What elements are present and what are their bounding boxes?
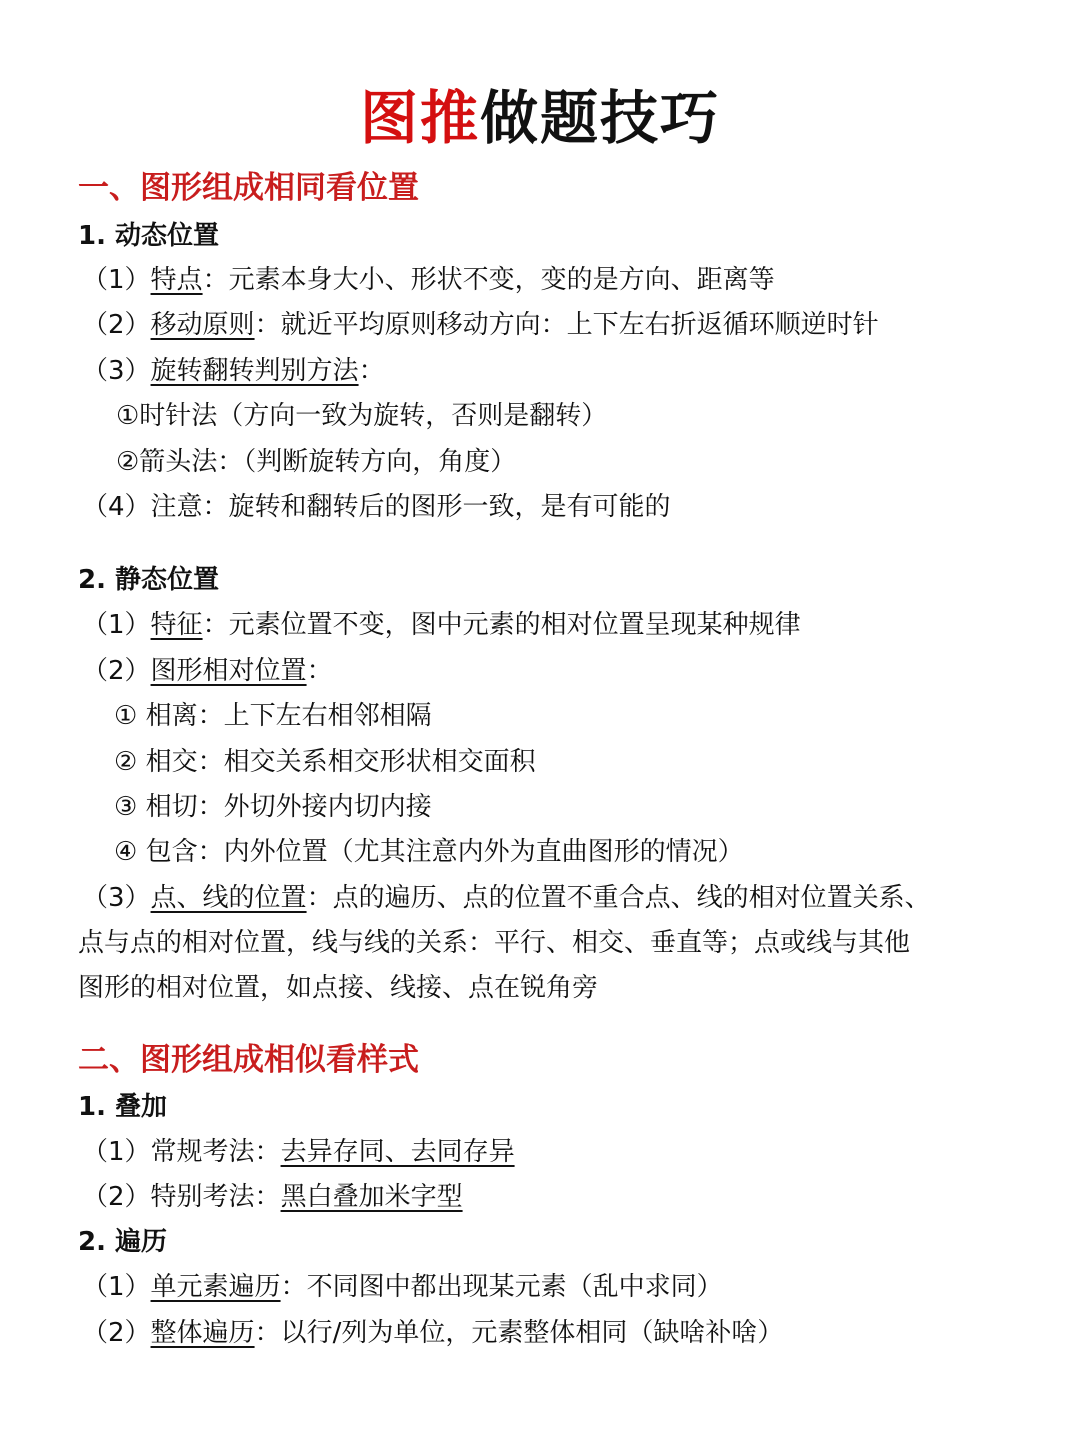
subsection-heading: 1. 动态位置: [78, 221, 220, 251]
list-item: （1）特征：元素位置不变，图中元素的相对位置呈现某种规律: [82, 610, 801, 640]
list-item: （2）特别考法：黑白叠加米字型: [82, 1182, 463, 1212]
page-title: [0, 78, 1080, 158]
list-item: （3）旋转翻转判别方法：: [82, 356, 385, 386]
list-item: 图形的相对位置，如点接、线接、点在锐角旁: [78, 973, 599, 1003]
list-item: ④ 包含：内外位置（尤其注意内外为直曲图形的情况）: [114, 837, 744, 867]
subsection-heading: 2. 遍历: [78, 1227, 168, 1257]
list-item: （2）移动原则：就近平均原则移动方向：上下左右折返循环顺逆时针: [82, 310, 879, 340]
list-item: （1）常规考法：去异存同、去同存异: [82, 1137, 515, 1167]
title-red: 图推: [359, 84, 480, 152]
section-heading: 一、图形组成相同看位置: [78, 170, 419, 206]
subsection-heading: 2. 静态位置: [78, 565, 220, 595]
list-item: （1）单元素遍历：不同图中都出现某元素（乱中求同）: [82, 1272, 723, 1302]
list-item: （1）特点：元素本身大小、形状不变，变的是方向、距离等: [82, 265, 775, 295]
section-heading: 二、图形组成相似看样式: [78, 1042, 419, 1078]
list-item: 点与点的相对位置，线与线的关系：平行、相交、垂直等；点或线与其他: [78, 928, 911, 958]
title-black: 做题技巧: [480, 84, 721, 152]
list-item: ① 相离：上下左右相邻相隔: [114, 701, 432, 731]
list-item: （2）图形相对位置：: [82, 656, 333, 686]
subsection-heading: 1. 叠加: [78, 1092, 168, 1122]
list-item: （3）点、线的位置：点的遍历、点的位置不重合点、线的相对位置关系、: [82, 883, 931, 913]
list-item: （2）整体遍历：以行/列为单位，元素整体相同（缺啥补啥）: [82, 1318, 784, 1348]
list-item: ①时针法（方向一致为旋转，否则是翻转）: [116, 401, 608, 431]
list-item: ②箭头法：（判断旋转方向，角度）: [116, 447, 517, 477]
list-item: ② 相交：相交关系相交形状相交面积: [114, 747, 536, 777]
list-item: （4）注意：旋转和翻转后的图形一致，是有可能的: [82, 492, 671, 522]
list-item: ③ 相切：外切外接内切内接: [114, 792, 432, 822]
